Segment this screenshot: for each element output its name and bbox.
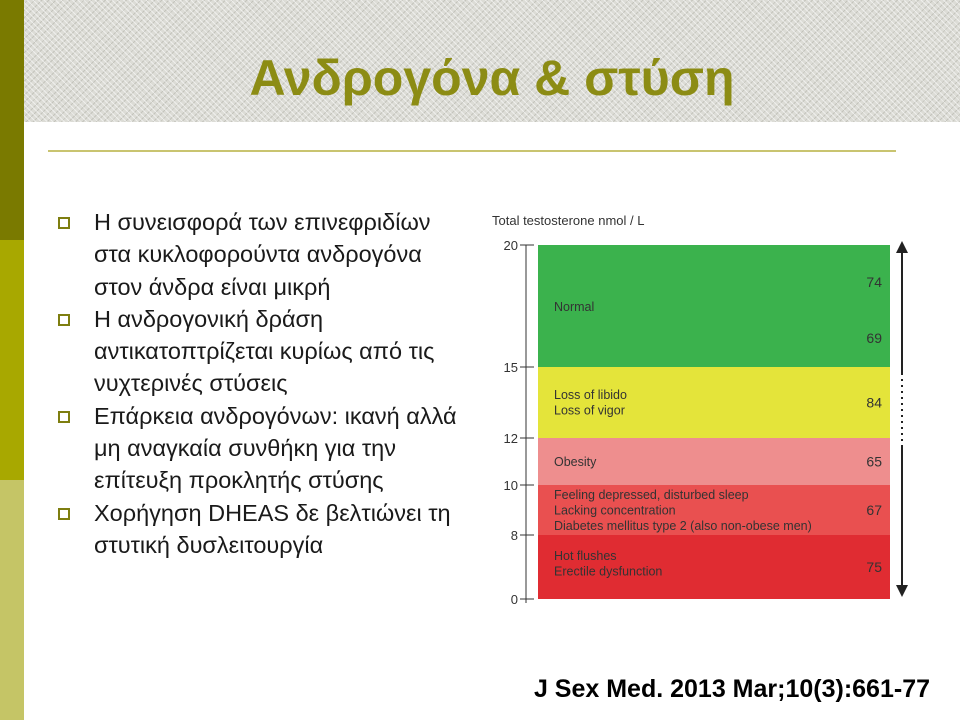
bullet-item (58, 497, 468, 562)
chart-title: Total testosterone nmol / L (492, 213, 645, 228)
y-tick-label: 15 (503, 360, 518, 375)
square-bullet-icon (58, 508, 70, 520)
bullet-item (58, 400, 468, 497)
testosterone-chart (482, 205, 922, 625)
bullet-item (58, 303, 468, 400)
band-label: Lacking concentration (554, 503, 676, 518)
bullet-item (58, 206, 468, 303)
band-label: Obesity (554, 455, 597, 469)
bullet-text: Επάρκεια ανδρογόνων: ικανή αλλά μη αναγκαία συνθήκη για την επίτευξη προκλητής στύσης (94, 402, 457, 494)
arrow-down-head (896, 585, 908, 597)
band-value: 74 (866, 274, 882, 290)
arrow-up-head (896, 241, 908, 253)
slide-title: Ανδρογόνα & στύση (249, 50, 735, 106)
decorative-sidebar (0, 0, 24, 720)
band-value: 75 (866, 559, 882, 575)
bullet-list (58, 206, 468, 561)
band-label: Feeling depressed, disturbed sleep (554, 488, 749, 502)
y-tick-label: 10 (503, 478, 518, 493)
bullet-text: Χορήγηση DHEAS δε βελτιώνει τη στυτική δυσλειτουργία (94, 499, 451, 558)
bullet-text: Η συνεισφορά των επινεφριδίων στα κυκλοφορούντα ανδρογόνα στον άνδρα είναι μικρή (94, 209, 431, 300)
band-label: Loss of vigor (554, 403, 625, 418)
band-value: 65 (866, 453, 882, 470)
bullet-text: Η ανδρογονική δράση αντικατοπτρίζεται κυρίως από τις νυχτερινές στύσεις (94, 305, 435, 397)
band-rect (538, 367, 890, 438)
band-label: Hot flushes (554, 549, 617, 563)
citation: J Sex Med. 2013 Mar;10(3):661-77 (533, 675, 930, 703)
square-bullet-icon (58, 411, 70, 423)
band-value: 84 (866, 394, 882, 411)
y-tick-label: 0 (510, 592, 518, 607)
sidebar-segment-mid (0, 240, 24, 480)
band-value: 69 (866, 330, 882, 346)
band-label: Erectile dysfunction (554, 564, 663, 579)
y-tick-label: 12 (503, 431, 518, 446)
title-divider (48, 150, 896, 152)
square-bullet-icon (58, 314, 70, 326)
band-label: Diabetes mellitus type 2 (also non-obese men) (554, 519, 812, 533)
sidebar-segment-light (0, 480, 24, 720)
sidebar-segment-dark (0, 0, 24, 240)
band-label: Normal (554, 300, 595, 314)
square-bullet-icon (58, 217, 70, 229)
y-tick-label: 20 (503, 238, 518, 253)
band-label: Loss of libido (554, 388, 627, 402)
band-value: 67 (866, 502, 882, 518)
y-tick-label: 8 (510, 528, 518, 543)
